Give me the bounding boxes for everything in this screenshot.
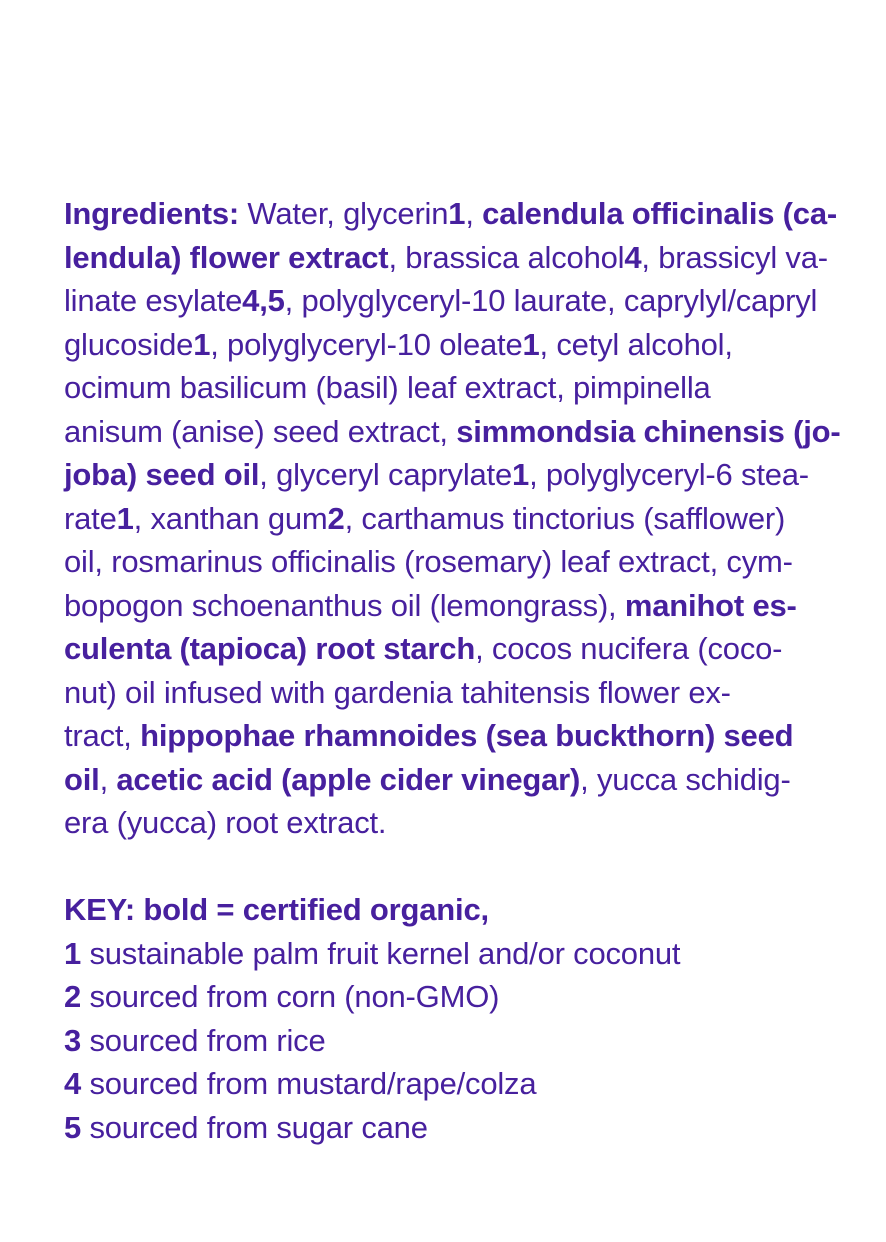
- text-segment: linate esylate: [64, 283, 243, 318]
- text-line: [64, 366, 848, 410]
- text-segment: , glyceryl caprylate: [259, 457, 513, 492]
- text-segment: , brassicyl va-: [641, 239, 828, 275]
- text-line: [64, 236, 848, 280]
- text-line: [64, 932, 848, 976]
- key-paragraph: [64, 888, 848, 1149]
- text-segment: 1: [448, 196, 466, 231]
- text-segment: KEY: bold = certified organic,: [64, 892, 489, 927]
- text-segment: rate: [64, 500, 117, 536]
- text-segment: oil: [64, 761, 100, 797]
- text-line: [64, 888, 848, 932]
- text-segment: , yucca schidig-: [580, 761, 791, 797]
- text-line: [64, 627, 848, 671]
- text-segment: joba) seed oil: [64, 457, 260, 492]
- text-segment: anisum (anise) seed extract,: [64, 413, 457, 449]
- text-segment: 1: [512, 457, 530, 492]
- text-segment: hippophae rhamnoides (sea buckthorn) seed: [140, 718, 794, 753]
- text-segment: simmondsia chinensis (jo-: [456, 413, 841, 449]
- text-segment: ,: [465, 196, 483, 231]
- text-segment: 1: [522, 326, 540, 362]
- text-segment: nut) oil infused with gardenia tahitensis flower ex-: [64, 674, 731, 710]
- text-segment: sustainable palm fruit kernel and/or coconut: [81, 935, 681, 971]
- text-segment: 4: [64, 1066, 82, 1101]
- text-segment: sourced from sugar cane: [81, 1109, 428, 1145]
- text-segment: oil, rosmarinus officinalis (rosemary) leaf extract, cym-: [64, 544, 793, 579]
- text-line: [64, 714, 848, 758]
- text-segment: 1: [116, 500, 134, 536]
- text-segment: 2: [327, 500, 345, 536]
- text-segment: Ingredients:: [64, 196, 240, 231]
- ingredients-paragraph: [64, 192, 848, 845]
- text-line: [64, 1019, 848, 1063]
- text-segment: sourced from mustard/rape/colza: [81, 1066, 537, 1101]
- text-segment: tract,: [64, 718, 141, 753]
- text-line: [64, 1062, 848, 1106]
- text-line: [64, 975, 848, 1019]
- text-segment: ,: [99, 761, 117, 797]
- text-line: [64, 584, 848, 628]
- text-segment: lendula) flower extract: [64, 239, 389, 275]
- text-line: [64, 192, 848, 236]
- text-segment: 1: [64, 935, 82, 971]
- text-segment: ocimum basilicum (basil) leaf extract, pimpinella: [64, 370, 711, 405]
- text-segment: , xanthan gum: [133, 500, 328, 536]
- text-segment: sourced from rice: [81, 1022, 326, 1058]
- text-line: [64, 453, 848, 497]
- text-segment: era (yucca) root extract.: [64, 805, 387, 840]
- text-line: [64, 801, 848, 845]
- text-line: [64, 410, 848, 454]
- text-segment: 2: [64, 979, 82, 1014]
- text-segment: bopogon schoenanthus oil (lemongrass),: [64, 587, 625, 623]
- text-segment: 4: [624, 239, 642, 275]
- text-line: [64, 540, 848, 584]
- text-line: [64, 758, 848, 802]
- text-line: [64, 1106, 848, 1150]
- text-segment: glucoside: [64, 326, 194, 362]
- text-line: [64, 323, 848, 367]
- text-segment: , polyglyceryl-6 stea-: [529, 457, 809, 492]
- text-line: [64, 671, 848, 715]
- text-line: [64, 497, 848, 541]
- text-segment: culenta (tapioca) root starch: [64, 631, 476, 666]
- text-segment: Water, glycerin: [239, 196, 449, 231]
- text-segment: sourced from corn (non-GMO): [81, 979, 500, 1014]
- text-segment: , polyglyceryl-10 oleate: [210, 326, 523, 362]
- text-segment: , cetyl alcohol,: [539, 326, 733, 362]
- text-segment: 5: [64, 1109, 82, 1145]
- text-line: [64, 279, 848, 323]
- text-segment: 3: [64, 1022, 82, 1058]
- text-segment: , polyglyceryl-10 laurate, caprylyl/capryl: [284, 283, 818, 318]
- text-segment: , brassica alcohol: [388, 239, 625, 275]
- text-segment: , carthamus tinctorius (safflower): [344, 500, 786, 536]
- text-segment: acetic acid (apple cider vinegar): [116, 761, 581, 797]
- text-segment: manihot es-: [624, 587, 797, 623]
- text-segment: 1: [193, 326, 211, 362]
- text-segment: calendula officinalis (ca-: [482, 196, 838, 231]
- text-segment: , cocos nucifera (coco-: [475, 631, 783, 666]
- text-segment: 4,5: [242, 283, 285, 318]
